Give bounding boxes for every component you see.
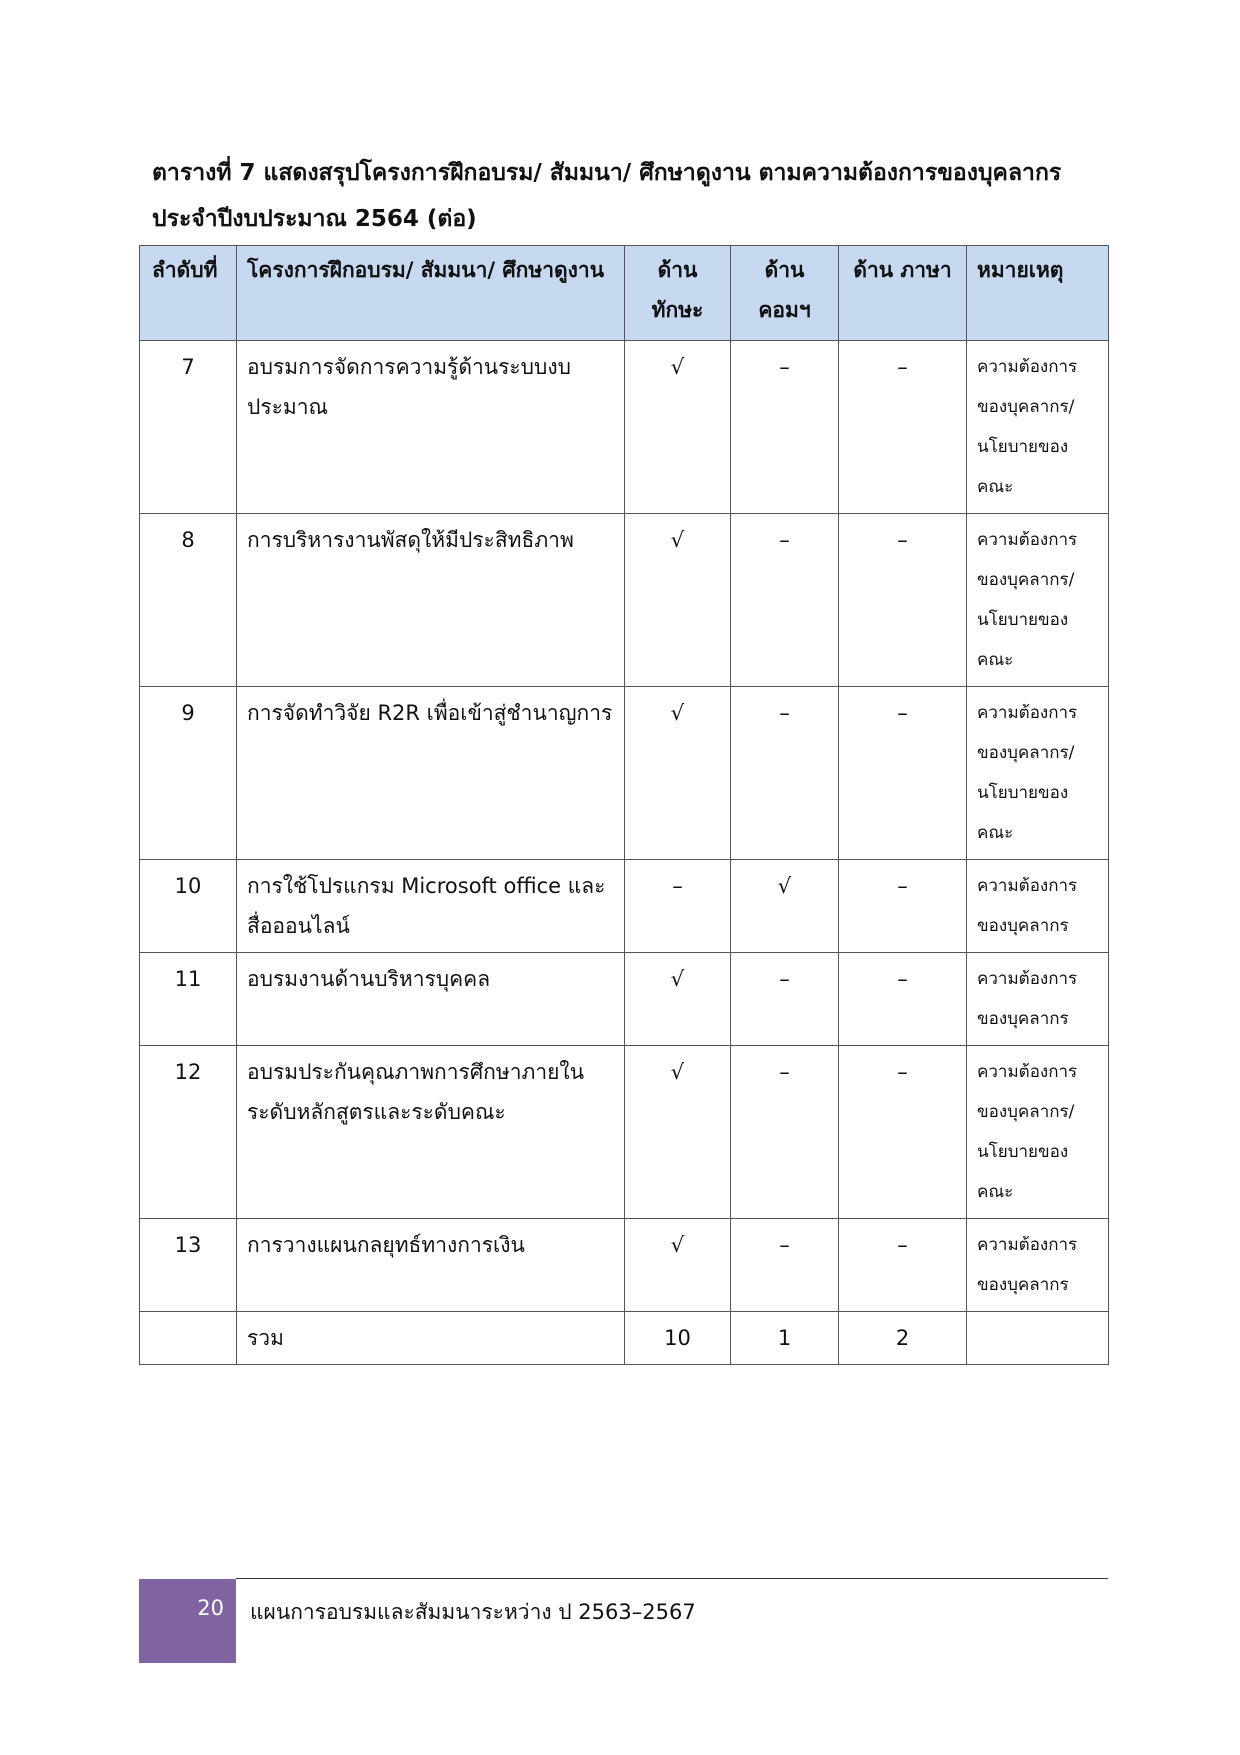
header-computer: ด้าน คอมฯ	[731, 246, 839, 341]
row-language: –	[839, 1219, 967, 1312]
header-project: โครงการฝึกอบรม/ สัมมนา/ ศึกษาดูงาน	[237, 246, 625, 341]
row-language: –	[839, 953, 967, 1046]
total-row	[140, 1312, 1109, 1365]
page-number	[139, 1596, 236, 1620]
row-computer: –	[731, 1046, 839, 1219]
caption-line-2: ประจำปีงบประมาณ 2564 (ต่อ)	[152, 206, 477, 232]
header-skill: ด้าน ทักษะ	[625, 246, 731, 341]
table-row	[140, 1219, 1109, 1312]
table-header-row	[140, 246, 1109, 341]
row-note: ความต้องการของบุคลากร/นโยบายของคณะ	[967, 341, 1109, 514]
row-project: การใช้โปรแกรม Microsoft office และสื่อออนไลน์	[237, 860, 625, 953]
header-seq: ลำดับที่	[140, 246, 237, 341]
total-label: รวม	[237, 1312, 625, 1365]
row-skill: √	[625, 514, 731, 687]
row-seq: 7	[140, 341, 237, 514]
header-note: หมายเหตุ	[967, 246, 1109, 341]
footer-title: แผนการอบรมและสัมมนาระหว่าง ป 2563–2567	[250, 1600, 696, 1624]
row-seq: 13	[140, 1219, 237, 1312]
row-language: –	[839, 1046, 967, 1219]
row-seq: 9	[140, 687, 237, 860]
row-language: –	[839, 514, 967, 687]
header-language: ด้าน ภาษา	[839, 246, 967, 341]
row-language: –	[839, 341, 967, 514]
row-skill: –	[625, 860, 731, 953]
table-row	[140, 953, 1109, 1046]
table-row	[140, 1046, 1109, 1219]
row-seq: 10	[140, 860, 237, 953]
row-computer: –	[731, 953, 839, 1046]
table-caption	[152, 150, 1112, 242]
row-note: ความต้องการของบุคลากร/นโยบายของคณะ	[967, 1046, 1109, 1219]
total-note-empty	[967, 1312, 1109, 1365]
table-row	[140, 514, 1109, 687]
total-skill: 10	[625, 1312, 731, 1365]
row-note: ความต้องการของบุคลากร	[967, 1219, 1109, 1312]
row-skill: √	[625, 687, 731, 860]
row-seq: 12	[140, 1046, 237, 1219]
row-note: ความต้องการของบุคลากร/นโยบายของคณะ	[967, 514, 1109, 687]
table-row	[140, 860, 1109, 953]
footer-accent-band	[139, 1579, 236, 1663]
row-language: –	[839, 687, 967, 860]
table-row	[140, 687, 1109, 860]
row-computer: –	[731, 514, 839, 687]
row-project: การจัดทำวิจัย R2R เพื่อเข้าสู่ชำนาญการ	[237, 687, 625, 860]
training-table	[139, 245, 1109, 1365]
row-computer: √	[731, 860, 839, 953]
row-computer: –	[731, 341, 839, 514]
row-language: –	[839, 860, 967, 953]
row-computer: –	[731, 687, 839, 860]
row-seq: 11	[140, 953, 237, 1046]
total-language: 2	[839, 1312, 967, 1365]
row-skill: √	[625, 341, 731, 514]
row-skill: √	[625, 953, 731, 1046]
table-row	[140, 341, 1109, 514]
row-skill: √	[625, 1046, 731, 1219]
row-note: ความต้องการของบุคลากร	[967, 953, 1109, 1046]
row-project: อบรมการจัดการความรู้ด้านระบบงบประมาณ	[237, 341, 625, 514]
total-seq-empty	[140, 1312, 237, 1365]
row-project: อบรมงานด้านบริหารบุคคล	[237, 953, 625, 1046]
row-project: การบริหารงานพัสดุให้มีประสิทธิภาพ	[237, 514, 625, 687]
caption-line-1: ตารางที่ 7 แสดงสรุปโครงการฝึกอบรม/ สัมมนา/ ศึกษาดูงาน ตามความต้องการของบุคลากร	[152, 160, 1062, 186]
row-note: ความต้องการของบุคลากร	[967, 860, 1109, 953]
row-seq: 8	[140, 514, 237, 687]
total-computer: 1	[731, 1312, 839, 1365]
row-project: อบรมประกันคุณภาพการศึกษาภายในระดับหลักสูตรและระดับคณะ	[237, 1046, 625, 1219]
row-project: การวางแผนกลยุทธ์ทางการเงิน	[237, 1219, 625, 1312]
row-note: ความต้องการของบุคลากร/นโยบายของคณะ	[967, 687, 1109, 860]
footer-divider	[236, 1578, 1108, 1579]
row-computer: –	[731, 1219, 839, 1312]
row-skill: √	[625, 1219, 731, 1312]
page-number-text: 20	[197, 1596, 224, 1620]
